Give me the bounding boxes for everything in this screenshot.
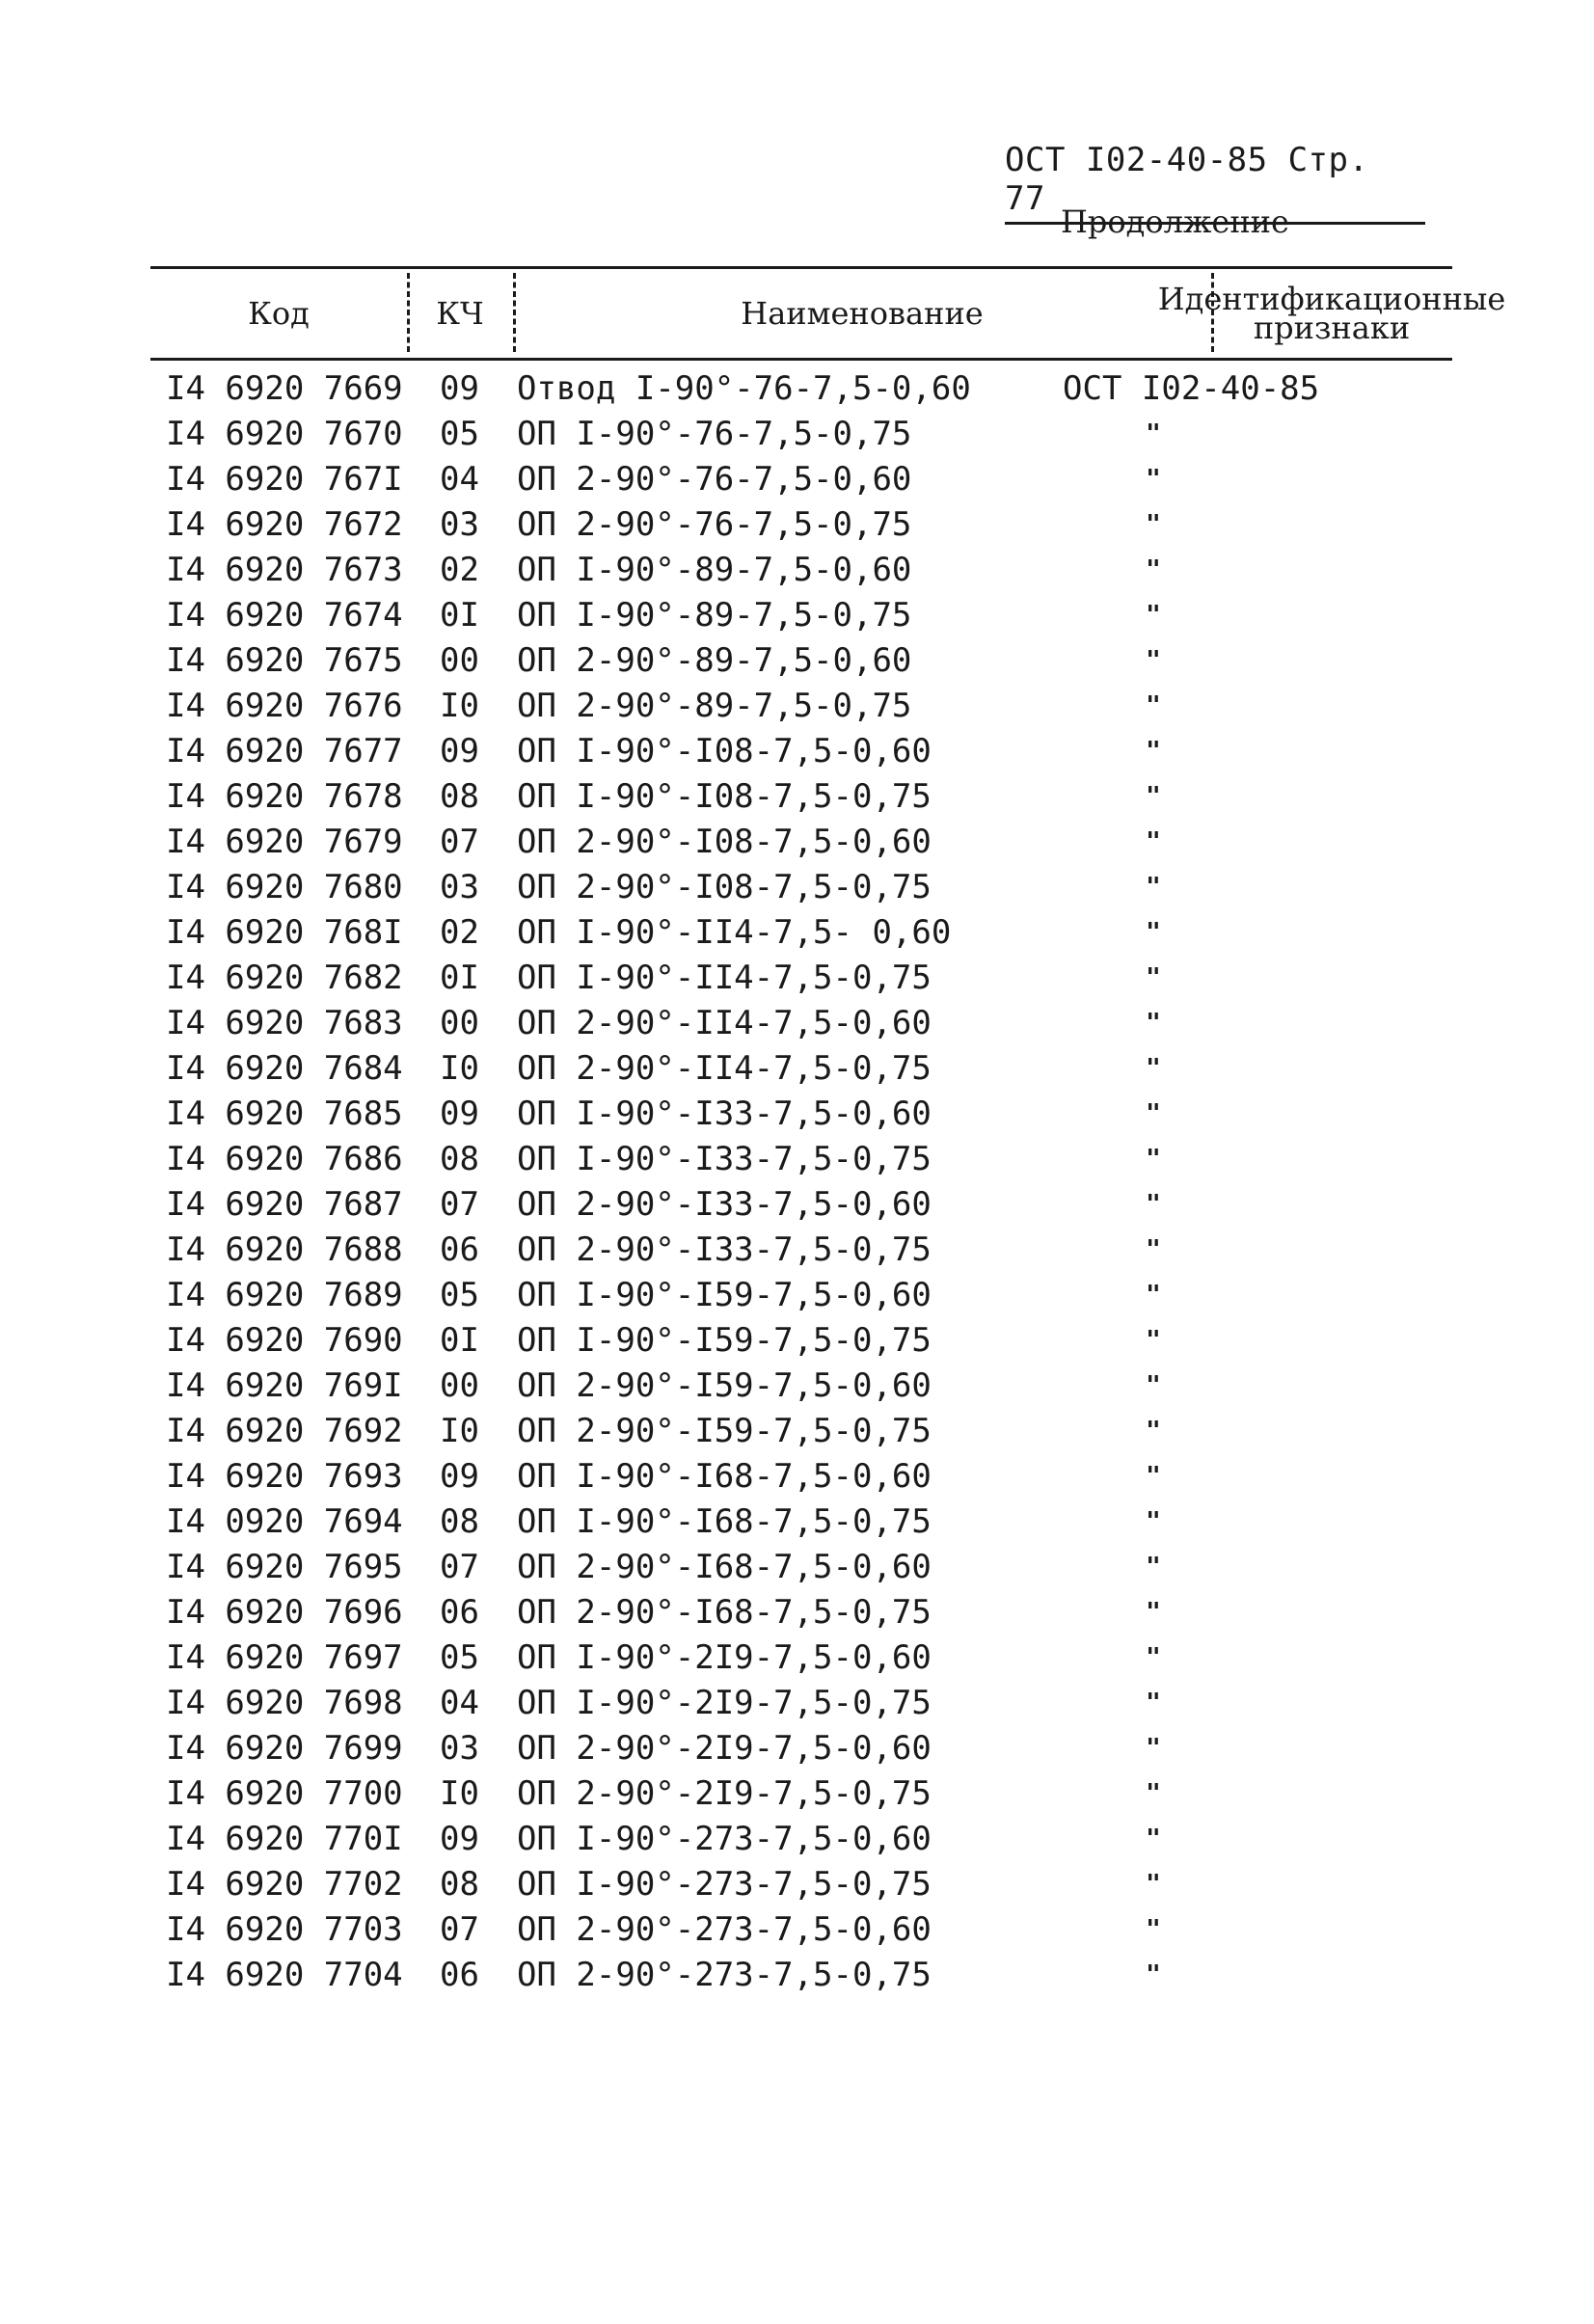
cell-code: I4 6920 7688: [166, 1230, 403, 1269]
table-row: [150, 1454, 1452, 1500]
cell-kch: 02: [440, 551, 479, 589]
cell-code: I4 6920 7669: [166, 369, 403, 408]
cell-kch: 07: [440, 823, 479, 861]
cell-name: ОП I-90°-I59-7,5-0,60: [517, 1276, 932, 1314]
table-row: [150, 412, 1452, 457]
cell-ident: ": [1146, 1326, 1161, 1355]
table-row: [150, 1545, 1452, 1590]
cell-name: ОП I-90°-I08-7,5-0,75: [517, 777, 932, 816]
cell-ident: ": [1146, 873, 1161, 902]
table-row: [150, 1635, 1452, 1681]
cell-name: ОП I-90°-2I9-7,5-0,75: [517, 1684, 932, 1722]
cell-code: I4 6920 7702: [166, 1865, 403, 1904]
cell-name: ОП I-90°-2I9-7,5-0,60: [517, 1638, 932, 1677]
cell-ident: ": [1146, 510, 1161, 539]
cell-code: I4 6920 7672: [166, 505, 403, 544]
cell-code: I4 6920 7676: [166, 687, 403, 725]
cell-name: ОП 2-90°-273-7,5-0,60: [517, 1910, 932, 1949]
cell-kch: 00: [440, 1004, 479, 1042]
table-row: [150, 774, 1452, 820]
cell-kch: 09: [440, 1457, 479, 1496]
table-row: [150, 593, 1452, 638]
table-row: [150, 1364, 1452, 1409]
cell-kch: 04: [440, 460, 479, 499]
cell-ident: ": [1146, 918, 1161, 947]
table-row: [150, 1726, 1452, 1771]
cell-kch: 06: [440, 1956, 479, 1994]
cell-ident: ": [1146, 737, 1161, 766]
cell-kch: I0: [440, 1412, 479, 1450]
column-header-ident-line1: Идентификационные: [1157, 281, 1506, 317]
table-header: [150, 266, 1506, 361]
cell-name: ОП 2-90°-I08-7,5-0,60: [517, 823, 932, 861]
table-row: [150, 366, 1452, 412]
table-row: [150, 1182, 1452, 1228]
cell-kch: 0I: [440, 959, 479, 997]
table-row: [150, 1409, 1452, 1454]
cell-ident: ": [1146, 1870, 1161, 1899]
cell-name: ОП I-90°-II4-7,5- 0,60: [517, 913, 952, 952]
cell-code: I4 6920 7693: [166, 1457, 403, 1496]
cell-name: ОП 2-90°-I59-7,5-0,75: [517, 1412, 932, 1450]
cell-code: I4 6920 7695: [166, 1548, 403, 1586]
cell-ident: ": [1146, 419, 1161, 448]
cell-name: ОП 2-90°-89-7,5-0,75: [517, 687, 912, 725]
cell-code: I4 6920 769I: [166, 1366, 403, 1405]
table-row: [150, 956, 1452, 1001]
cell-name: ОП I-90°-89-7,5-0,75: [517, 596, 912, 635]
cell-ident: ": [1146, 1371, 1161, 1400]
cell-code: I4 6920 7670: [166, 415, 403, 453]
cell-code: I4 6920 7686: [166, 1140, 403, 1178]
table-row: [150, 1907, 1452, 1953]
cell-ident: ": [1146, 691, 1161, 720]
cell-kch: 02: [440, 913, 479, 952]
cell-ident: ": [1146, 1824, 1161, 1853]
table-row: [150, 1273, 1452, 1318]
cell-ident: ": [1146, 827, 1161, 856]
table-row: [150, 1001, 1452, 1046]
cell-code: I4 6920 768I: [166, 913, 403, 952]
cell-name: Отвод I-90°-76-7,5-0,60: [517, 369, 971, 408]
cell-name: ОП 2-90°-76-7,5-0,60: [517, 460, 912, 499]
cell-ident: ": [1146, 465, 1161, 494]
cell-ident: ": [1146, 1507, 1161, 1536]
table-row: [150, 1228, 1452, 1273]
continuation-label: Продолжение: [1061, 203, 1289, 240]
table-row: [150, 910, 1452, 956]
cell-ident: ": [1146, 601, 1161, 630]
cell-code: I4 6920 7675: [166, 641, 403, 680]
table-row: [150, 1771, 1452, 1817]
cell-code: I4 6920 7678: [166, 777, 403, 816]
cell-name: ОП 2-90°-II4-7,5-0,75: [517, 1049, 932, 1088]
cell-name: ОП I-90°-273-7,5-0,60: [517, 1820, 932, 1858]
cell-ident: ": [1146, 1734, 1161, 1763]
cell-ident: ": [1146, 1145, 1161, 1174]
table-row: [150, 1953, 1452, 1998]
cell-kch: 07: [440, 1185, 479, 1224]
cell-code: I4 6920 7674: [166, 596, 403, 635]
cell-name: ОП 2-90°-76-7,5-0,75: [517, 505, 912, 544]
cell-ident: ": [1146, 782, 1161, 811]
table-row: [150, 1092, 1452, 1137]
cell-ident: ": [1146, 1099, 1161, 1128]
cell-ident: ": [1146, 1779, 1161, 1808]
cell-ident: ": [1146, 1643, 1161, 1672]
cell-kch: 06: [440, 1593, 479, 1632]
cell-code: I4 6920 7699: [166, 1729, 403, 1768]
cell-ident: ": [1146, 1915, 1161, 1944]
cell-name: ОП 2-90°-2I9-7,5-0,75: [517, 1774, 932, 1813]
cell-code: I4 6920 7697: [166, 1638, 403, 1677]
cell-code: I4 6920 7684: [166, 1049, 403, 1088]
column-header-name: Наименование: [741, 295, 984, 332]
table-row: [150, 1590, 1452, 1635]
column-header-ident-line2: признаки: [1253, 310, 1411, 346]
cell-kch: I0: [440, 1049, 479, 1088]
document-reference: ОСТ I02-40-85 Стр. 77: [1005, 141, 1425, 225]
cell-code: I4 6920 7682: [166, 959, 403, 997]
cell-kch: 08: [440, 1140, 479, 1178]
cell-code: I4 6920 7683: [166, 1004, 403, 1042]
cell-ident: ": [1146, 1689, 1161, 1717]
table-row: [150, 1318, 1452, 1364]
cell-kch: 07: [440, 1910, 479, 1949]
cell-name: ОП I-90°-76-7,5-0,75: [517, 415, 912, 453]
cell-kch: I0: [440, 1774, 479, 1813]
cell-name: ОП 2-90°-I59-7,5-0,60: [517, 1366, 932, 1405]
cell-name: ОП I-90°-II4-7,5-0,75: [517, 959, 932, 997]
cell-code: I4 6920 7685: [166, 1094, 403, 1133]
table-row: [150, 638, 1452, 684]
cell-name: ОП 2-90°-I08-7,5-0,75: [517, 868, 932, 906]
cell-name: ОП 2-90°-273-7,5-0,75: [517, 1956, 932, 1994]
table-row: [150, 457, 1452, 502]
cell-kch: 05: [440, 415, 479, 453]
cell-kch: 04: [440, 1684, 479, 1722]
cell-name: ОП 2-90°-I68-7,5-0,75: [517, 1593, 932, 1632]
cell-code: I4 6920 7696: [166, 1593, 403, 1632]
table-row: [150, 865, 1452, 910]
cell-name: ОП I-90°-I33-7,5-0,75: [517, 1140, 932, 1178]
table-row: [150, 502, 1452, 548]
cell-kch: 03: [440, 868, 479, 906]
cell-code: I4 6920 767I: [166, 460, 403, 499]
table-row: [150, 1500, 1452, 1545]
cell-code: I4 6920 7689: [166, 1276, 403, 1314]
cell-code: I4 6920 7680: [166, 868, 403, 906]
cell-ident: ": [1146, 1462, 1161, 1491]
cell-code: I4 6920 7700: [166, 1774, 403, 1813]
cell-code: I4 6920 7703: [166, 1910, 403, 1949]
cell-kch: 09: [440, 732, 479, 770]
cell-ident: ": [1146, 646, 1161, 675]
cell-kch: 09: [440, 369, 479, 408]
cell-code: I4 6920 7704: [166, 1956, 403, 1994]
cell-ident: ": [1146, 1190, 1161, 1219]
table-body: [150, 366, 1452, 1998]
cell-kch: 08: [440, 1502, 479, 1541]
cell-kch: 06: [440, 1230, 479, 1269]
cell-name: ОП I-90°-I68-7,5-0,60: [517, 1457, 932, 1496]
cell-code: I4 6920 7673: [166, 551, 403, 589]
cell-kch: 08: [440, 777, 479, 816]
cell-code: I4 6920 7687: [166, 1185, 403, 1224]
cell-name: ОП I-90°-273-7,5-0,75: [517, 1865, 932, 1904]
cell-code: I4 6920 7677: [166, 732, 403, 770]
cell-kch: 00: [440, 1366, 479, 1405]
cell-ident: ": [1146, 1281, 1161, 1310]
table-row: [150, 684, 1452, 729]
cell-name: ОП 2-90°-89-7,5-0,60: [517, 641, 912, 680]
cell-kch: 00: [440, 641, 479, 680]
column-header-code: Код: [248, 295, 310, 332]
cell-name: ОП I-90°-I33-7,5-0,60: [517, 1094, 932, 1133]
cell-kch: 05: [440, 1276, 479, 1314]
cell-code: I4 6920 7698: [166, 1684, 403, 1722]
cell-kch: 03: [440, 1729, 479, 1768]
column-header-kch: КЧ: [436, 295, 484, 332]
cell-ident: ": [1146, 1054, 1161, 1083]
cell-code: I4 6920 7679: [166, 823, 403, 861]
cell-name: ОП 2-90°-I33-7,5-0,60: [517, 1185, 932, 1224]
cell-ident: ": [1146, 1009, 1161, 1038]
table-row: [150, 1681, 1452, 1726]
cell-name: ОП 2-90°-2I9-7,5-0,60: [517, 1729, 932, 1768]
cell-ident: ": [1146, 1235, 1161, 1264]
cell-code: I4 6920 770I: [166, 1820, 403, 1858]
cell-ident: ": [1146, 1598, 1161, 1627]
cell-name: ОП I-90°-89-7,5-0,60: [517, 551, 912, 589]
cell-kch: I0: [440, 687, 479, 725]
cell-ident: ": [1146, 1417, 1161, 1446]
cell-code: I4 6920 7690: [166, 1321, 403, 1360]
table-row: [150, 1817, 1452, 1862]
table-row: [150, 1046, 1452, 1092]
table-row: [150, 820, 1452, 865]
table-row: [150, 1862, 1452, 1907]
cell-ident: ": [1146, 1553, 1161, 1581]
cell-ident: ": [1146, 555, 1161, 584]
cell-kch: 03: [440, 505, 479, 544]
cell-kch: 08: [440, 1865, 479, 1904]
table-row: [150, 1137, 1452, 1182]
cell-kch: 07: [440, 1548, 479, 1586]
cell-ident: ": [1146, 963, 1161, 992]
cell-kch: 0I: [440, 596, 479, 635]
table-row: [150, 548, 1452, 593]
cell-kch: 09: [440, 1820, 479, 1858]
cell-ident: ОСТ I02-40-85: [1063, 369, 1320, 408]
table-row: [150, 729, 1452, 774]
cell-code: I4 6920 7692: [166, 1412, 403, 1450]
cell-name: ОП 2-90°-I33-7,5-0,75: [517, 1230, 932, 1269]
column-header-ident: [1157, 269, 1506, 358]
cell-name: ОП 2-90°-I68-7,5-0,60: [517, 1548, 932, 1586]
cell-ident: ": [1146, 1960, 1161, 1989]
cell-kch: 0I: [440, 1321, 479, 1360]
cell-name: ОП I-90°-I59-7,5-0,75: [517, 1321, 932, 1360]
cell-kch: 09: [440, 1094, 479, 1133]
cell-name: ОП I-90°-I68-7,5-0,75: [517, 1502, 932, 1541]
cell-name: ОП I-90°-I08-7,5-0,60: [517, 732, 932, 770]
cell-kch: 05: [440, 1638, 479, 1677]
cell-code: I4 0920 7694: [166, 1502, 403, 1541]
cell-name: ОП 2-90°-II4-7,5-0,60: [517, 1004, 932, 1042]
